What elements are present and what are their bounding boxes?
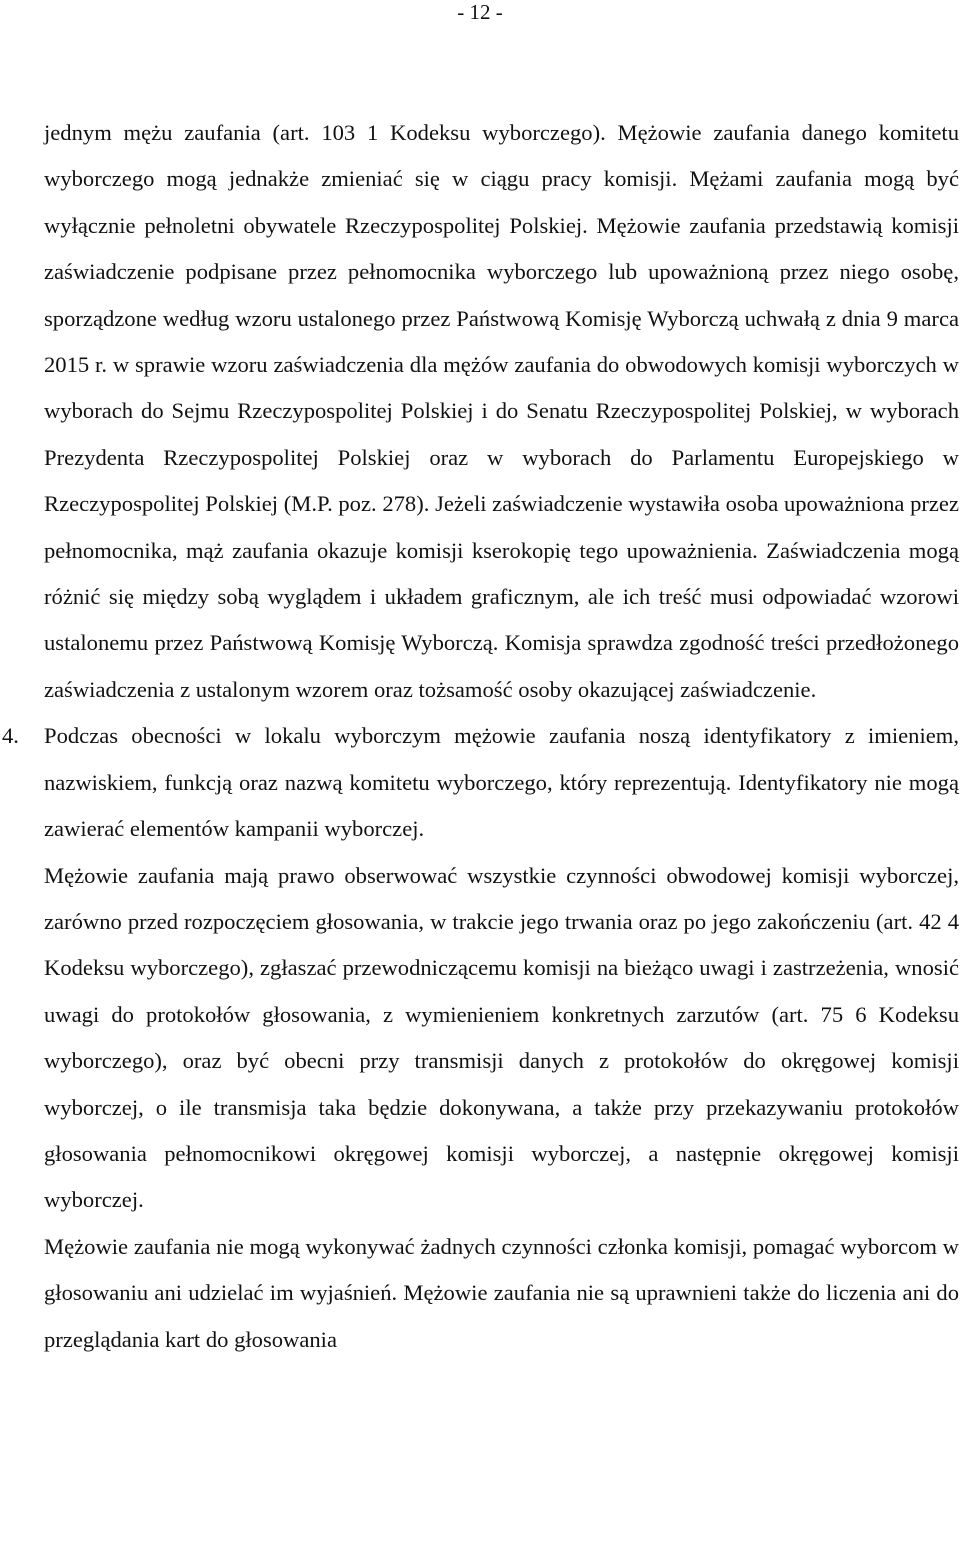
document-body [2,110,959,1363]
paragraph-continuation: jednym mężu zaufania (art. 103 1 Kodeksu wyborczego). Mężowie zaufania danego komitetu wyborczego mogą jednakże zmieniać się w ciągu pracy komisji. Mężami zaufania mogą być wyłącznie pełnoletni obywatele Rzeczypospolitej Polskiej. Mężowie zaufania przedstawią komisji zaświadczenie podpisane przez pełnomocnika wyborczego lub upoważnioną przez niego osobę, sporządzone według wzoru ustalonego przez Państwową Komisję Wyborczą uchwałą z dnia 9 marca 2015 r. w sprawie wzoru zaświadczenia dla mężów zaufania do obwodowych komisji wyborczych w wyborach do Sejmu Rzeczypospolitej Polskiej i do Senatu Rzeczypospolitej Polskiej, w wyborach Prezydenta Rzeczypospolitej Polskiej oraz w wyborach do Parlamentu Europejskiego w Rzeczypospolitej Polskiej (M.P. poz. 278). Jeżeli zaświadczenie wystawiła osoba upoważniona przez pełnomocnika, mąż zaufania okazuje komisji kserokopię tego upoważnienia. Zaświadczenia mogą różnić się między sobą wyglądem i układem graficznym, ale ich treść musi odpowiadać wzorowi ustalonemu przez Państwową Komisję Wyborczą. Komisja sprawdza zgodność treści przedłożonego zaświadczenia z ustalonym wzorem oraz tożsamość osoby okazującej zaświadczenie. [44,120,959,702]
list-item-4 [2,713,959,852]
paragraph-restrictions: Mężowie zaufania nie mogą wykonywać żadnych czynności członka komisji, pomagać wyborcom w głosowaniu ani udzielać im wyjaśnień. Mężowie zaufania nie są uprawnieni także do liczenia ani do przeglądania kart do głosowania [44,1233,959,1352]
list-item-text: Podczas obecności w lokalu wyborczym mężowie zaufania noszą identyfikatory z imieniem, nazwiskiem, funkcją oraz nazwą komitetu wyborczego, który reprezentują. Identyfikatory nie mogą zawierać elementów kampanii wyborczej. [44,723,959,842]
list-item-marker: 4. [2,723,19,749]
page-number: - 12 - [457,0,503,24]
paragraph-rights: Mężowie zaufania mają prawo obserwować wszystkie czynności obwodowej komisji wyborczej, zarówno przed rozpoczęciem głosowania, w trakcie jego trwania oraz po jego zakończeniu (art. 42 4 Kodeksu wyborczego), zgłaszać przewodniczącemu komisji na bieżąco uwagi i zastrzeżenia, wnosić uwagi do protokołów głosowania, z wymienieniem konkretnych zarzutów (art. 75 6 Kodeksu wyborczego), oraz być obecni przy transmisji danych z protokołów do okręgowej komisji wyborczej, o ile transmisja taka będzie dokonywana, a także przy przekazywaniu protokołów głosowania pełnomocnikowi okręgowej komisji wyborczej, a następnie okręgowej komisji wyborczej. [44,862,959,1213]
